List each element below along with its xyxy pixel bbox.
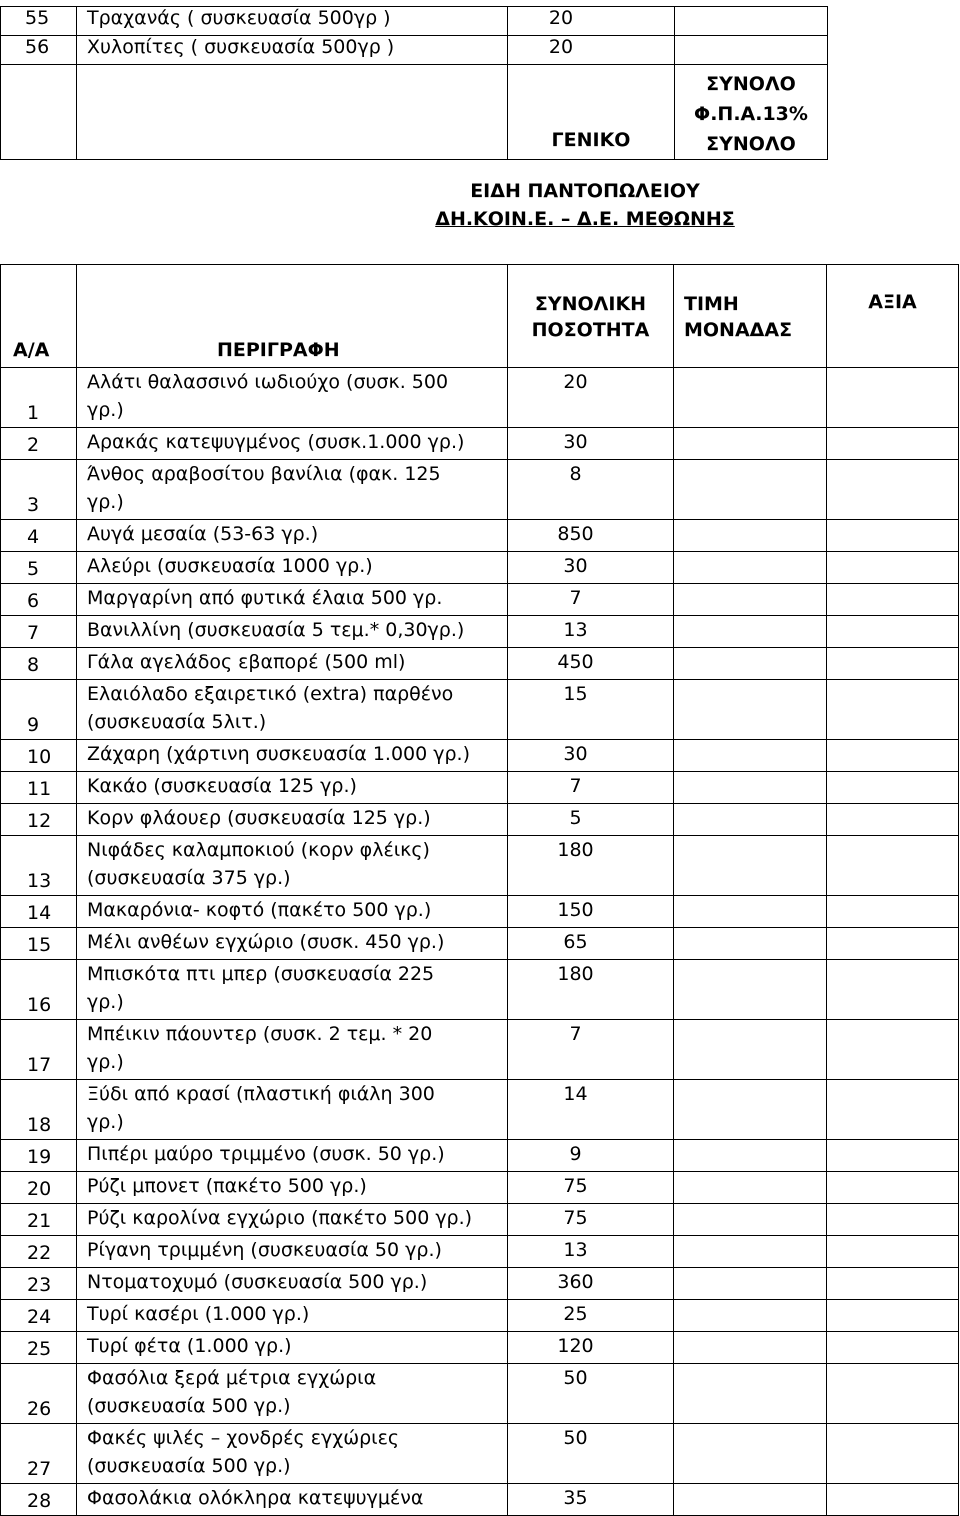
item-description xyxy=(77,1172,508,1204)
table-row xyxy=(1,1268,959,1300)
item-number: 13 xyxy=(1,836,77,896)
table-row xyxy=(1,896,959,928)
item-description: Χυλοπίτες ( συσκευασία 500γρ ) xyxy=(77,36,508,65)
item-description xyxy=(77,1080,508,1140)
item-description xyxy=(77,772,508,804)
item-quantity: 180 xyxy=(508,836,674,896)
item-description-line1: Άνθος αραβοσίτου βανίλια (φακ. 125 xyxy=(87,463,441,485)
table-row xyxy=(1,1332,959,1364)
item-number: 4 xyxy=(1,520,77,552)
item-number: 5 xyxy=(1,552,77,584)
unit-price-cell xyxy=(674,1332,827,1364)
item-description xyxy=(77,1020,508,1080)
table-row xyxy=(1,648,959,680)
table-row xyxy=(1,1484,959,1516)
table-row xyxy=(1,1020,959,1080)
unit-price-cell xyxy=(674,368,827,428)
item-description xyxy=(77,896,508,928)
unit-price-cell xyxy=(674,1484,827,1516)
item-quantity: 7 xyxy=(508,1020,674,1080)
item-description xyxy=(77,1364,508,1424)
value-cell xyxy=(827,960,959,1020)
item-number: 1 xyxy=(1,368,77,428)
value-cell xyxy=(827,772,959,804)
table-row xyxy=(1,368,959,428)
item-description-line2: (συσκευασία 500 γρ.) xyxy=(87,1455,291,1477)
unit-price-cell xyxy=(674,1300,827,1332)
item-description-line1: Αυγά μεσαία (53-63 γρ.) xyxy=(87,523,319,545)
item-description-line1: Φασόλια ξερά μέτρια εγχώρια xyxy=(87,1367,377,1389)
unit-price-cell xyxy=(674,836,827,896)
table-row xyxy=(1,1364,959,1424)
item-description-line1: Τυρί κασέρι (1.000 γρ.) xyxy=(87,1303,310,1325)
item-description-line1: Πιπέρι μαύρο τριμμένο (συσκ. 50 γρ.) xyxy=(87,1143,445,1165)
table-row xyxy=(1,1236,959,1268)
value-cell xyxy=(827,616,959,648)
item-number: 14 xyxy=(1,896,77,928)
value-cell xyxy=(827,1332,959,1364)
value-cell xyxy=(827,1364,959,1424)
item-number: 55 xyxy=(1,7,77,36)
value-cell xyxy=(827,584,959,616)
table-row xyxy=(1,7,828,36)
value-cell xyxy=(827,1020,959,1080)
table-row xyxy=(1,460,959,520)
value-cell xyxy=(827,680,959,740)
header-unit-line1: ΤΙΜΗ xyxy=(684,293,739,315)
table-row xyxy=(1,1204,959,1236)
item-quantity: 65 xyxy=(508,928,674,960)
item-description-line1: Ρύζι μπονετ (πακέτο 500 γρ.) xyxy=(87,1175,367,1197)
item-description xyxy=(77,368,508,428)
item-quantity: 20 xyxy=(508,36,675,65)
unit-price-cell xyxy=(674,928,827,960)
unit-price-cell xyxy=(674,1236,827,1268)
unit-price-cell xyxy=(674,1424,827,1484)
item-description xyxy=(77,552,508,584)
header-quantity xyxy=(508,265,674,368)
empty-cell xyxy=(1,65,77,160)
value-cell xyxy=(827,804,959,836)
item-description-line1: Ξύδι από κρασί (πλαστική φιάλη 300 xyxy=(87,1083,435,1105)
unit-price-cell xyxy=(674,616,827,648)
item-number: 23 xyxy=(1,1268,77,1300)
value-cell xyxy=(827,520,959,552)
table-row xyxy=(1,584,959,616)
previous-items-table xyxy=(0,6,828,160)
general-label: ΓΕΝΙΚΟ xyxy=(508,65,675,160)
item-description-line1: Μέλι ανθέων εγχώριο (συσκ. 450 γρ.) xyxy=(87,931,445,953)
item-description-line1: Μακαρόνια- κοφτό (πακέτο 500 γρ.) xyxy=(87,899,432,921)
item-quantity: 75 xyxy=(508,1172,674,1204)
item-quantity: 75 xyxy=(508,1204,674,1236)
item-description-line1: Αρακάς κατεψυγμένος (συσκ.1.000 γρ.) xyxy=(87,431,465,453)
item-quantity: 180 xyxy=(508,960,674,1020)
item-description xyxy=(77,960,508,1020)
item-quantity: 120 xyxy=(508,1332,674,1364)
table-row xyxy=(1,928,959,960)
item-description-line2: γρ.) xyxy=(87,1111,124,1133)
item-description-line1: Φασολάκια ολόκληρα κατεψυγμένα xyxy=(87,1487,424,1509)
item-number: 11 xyxy=(1,772,77,804)
table-row xyxy=(1,520,959,552)
value-cell xyxy=(827,1140,959,1172)
item-quantity: 8 xyxy=(508,460,674,520)
item-description xyxy=(77,1204,508,1236)
item-description-line1: Αλάτι θαλασσινό ιωδιούχο (συσκ. 500 xyxy=(87,371,449,393)
unit-price-cell xyxy=(674,1268,827,1300)
table-row xyxy=(1,1424,959,1484)
unit-price-cell xyxy=(674,584,827,616)
item-number: 26 xyxy=(1,1364,77,1424)
item-number: 10 xyxy=(1,740,77,772)
value-cell xyxy=(827,1204,959,1236)
item-description-line1: Τυρί φέτα (1.000 γρ.) xyxy=(87,1335,292,1357)
table-row xyxy=(1,960,959,1020)
value-cell xyxy=(827,1300,959,1332)
item-description-line2: γρ.) xyxy=(87,399,124,421)
empty-cell xyxy=(77,65,508,160)
item-description xyxy=(77,836,508,896)
items-table xyxy=(0,264,959,1516)
header-quantity-line2: ΠΟΣΟΤΗΤΑ xyxy=(531,319,650,341)
unit-price-cell xyxy=(674,1020,827,1080)
item-number: 24 xyxy=(1,1300,77,1332)
table-row xyxy=(1,680,959,740)
table-row xyxy=(1,772,959,804)
unit-price-cell xyxy=(674,1364,827,1424)
unit-price-cell xyxy=(674,680,827,740)
section-title: ΕΙΔΗ ΠΑΝΤΟΠΩΛΕΙΟΥ xyxy=(470,180,700,202)
item-description-line1: Μπισκότα πτι μπερ (συσκευασία 225 xyxy=(87,963,435,985)
item-number: 12 xyxy=(1,804,77,836)
item-description-line1: Μαργαρίνη από φυτικά έλαια 500 γρ. xyxy=(87,587,443,609)
item-number: 7 xyxy=(1,616,77,648)
item-description xyxy=(77,680,508,740)
item-description-line1: Κακάο (συσκευασία 125 γρ.) xyxy=(87,775,357,797)
item-number: 25 xyxy=(1,1332,77,1364)
item-number: 27 xyxy=(1,1424,77,1484)
item-quantity: 30 xyxy=(508,552,674,584)
item-quantity: 15 xyxy=(508,680,674,740)
unit-price-cell xyxy=(674,804,827,836)
item-number: 17 xyxy=(1,1020,77,1080)
item-number: 28 xyxy=(1,1484,77,1516)
item-description xyxy=(77,1236,508,1268)
table-row xyxy=(1,428,959,460)
value-cell xyxy=(827,1172,959,1204)
item-description xyxy=(77,520,508,552)
item-description xyxy=(77,1268,508,1300)
unit-price-cell xyxy=(674,460,827,520)
grand-total-label: ΣΥΝΟΛΟ xyxy=(706,133,796,155)
value-cell xyxy=(827,1484,959,1516)
item-description xyxy=(77,740,508,772)
item-description-line1: Ντοματοχυμό (συσκευασία 500 γρ.) xyxy=(87,1271,428,1293)
item-quantity: 450 xyxy=(508,648,674,680)
item-quantity: 9 xyxy=(508,1140,674,1172)
item-number: 2 xyxy=(1,428,77,460)
item-quantity: 7 xyxy=(508,772,674,804)
table-row xyxy=(1,552,959,584)
item-description xyxy=(77,460,508,520)
item-description xyxy=(77,428,508,460)
item-description: Τραχανάς ( συσκευασία 500γρ ) xyxy=(77,7,508,36)
item-quantity: 850 xyxy=(508,520,674,552)
value-cell xyxy=(827,368,959,428)
item-description-line2: γρ.) xyxy=(87,491,124,513)
value-cell xyxy=(827,1424,959,1484)
unit-price-cell xyxy=(674,648,827,680)
unit-price-cell xyxy=(674,740,827,772)
item-quantity: 13 xyxy=(508,616,674,648)
total-label: ΣΥΝΟΛΟ xyxy=(706,73,796,95)
value-cell xyxy=(827,1236,959,1268)
unit-price-cell xyxy=(674,1204,827,1236)
value-cell xyxy=(827,836,959,896)
item-description xyxy=(77,804,508,836)
item-quantity: 20 xyxy=(508,7,675,36)
item-number: 20 xyxy=(1,1172,77,1204)
unit-price-cell xyxy=(674,428,827,460)
item-description xyxy=(77,1300,508,1332)
item-quantity: 50 xyxy=(508,1364,674,1424)
item-description-line1: Ρίγανη τριμμένη (συσκευασία 50 γρ.) xyxy=(87,1239,442,1261)
item-number: 21 xyxy=(1,1204,77,1236)
item-description-line1: Κορν φλάουερ (συσκευασία 125 γρ.) xyxy=(87,807,431,829)
value-cell xyxy=(827,928,959,960)
header-description: ΠΕΡΙΓΡΑΦΗ xyxy=(77,265,508,368)
unit-price-cell xyxy=(674,1080,827,1140)
empty-cell xyxy=(675,36,828,65)
table-row xyxy=(1,1300,959,1332)
item-quantity: 150 xyxy=(508,896,674,928)
item-description xyxy=(77,1332,508,1364)
item-description xyxy=(77,1140,508,1172)
item-description-line1: Μπέικιν πάουντερ (συσκ. 2 τεμ. * 20 xyxy=(87,1023,433,1045)
unit-price-cell xyxy=(674,1172,827,1204)
item-quantity: 30 xyxy=(508,740,674,772)
vat-label: Φ.Π.Α.13% xyxy=(694,103,808,125)
item-description-line1: Γάλα αγελάδος εβαπορέ (500 ml) xyxy=(87,651,406,673)
item-number: 15 xyxy=(1,928,77,960)
item-quantity: 30 xyxy=(508,428,674,460)
item-quantity: 13 xyxy=(508,1236,674,1268)
section-subtitle: ΔΗ.ΚΟΙΝ.Ε. – Δ.Ε. ΜΕΘΩΝΗΣ xyxy=(435,208,735,230)
item-number: 19 xyxy=(1,1140,77,1172)
unit-price-cell xyxy=(674,772,827,804)
item-description-line1: Νιφάδες καλαμποκιού (κορν φλέικς) xyxy=(87,839,430,861)
item-description-line1: Ελαιόλαδο εξαιρετικό (extra) παρθένο xyxy=(87,683,454,705)
totals-labels xyxy=(675,65,828,160)
unit-price-cell xyxy=(674,520,827,552)
item-description-line2: (συσκευασία 375 γρ.) xyxy=(87,867,291,889)
table-row xyxy=(1,1140,959,1172)
item-description xyxy=(77,648,508,680)
totals-row xyxy=(1,65,828,160)
table-row xyxy=(1,804,959,836)
value-cell xyxy=(827,648,959,680)
header-number: Α/Α xyxy=(1,265,77,368)
item-number: 16 xyxy=(1,960,77,1020)
item-description xyxy=(77,616,508,648)
item-description-line2: γρ.) xyxy=(87,1051,124,1073)
table-row xyxy=(1,36,828,65)
item-description-line1: Ρύζι καρολίνα εγχώριο (πακέτο 500 γρ.) xyxy=(87,1207,473,1229)
header-quantity-line1: ΣΥΝΟΛΙΚΗ xyxy=(534,293,647,315)
header-unit-price xyxy=(674,265,827,368)
table-row xyxy=(1,836,959,896)
item-description xyxy=(77,928,508,960)
value-cell xyxy=(827,1268,959,1300)
item-description-line1: Βανιλλίνη (συσκευασία 5 τεμ.* 0,30γρ.) xyxy=(87,619,465,641)
table-row xyxy=(1,740,959,772)
item-number: 3 xyxy=(1,460,77,520)
item-quantity: 5 xyxy=(508,804,674,836)
unit-price-cell xyxy=(674,552,827,584)
value-cell xyxy=(827,896,959,928)
value-cell xyxy=(827,428,959,460)
item-description-line1: Φακές ψιλές – χονδρές εγχώριες xyxy=(87,1427,400,1449)
item-description-line1: Αλεύρι (συσκευασία 1000 γρ.) xyxy=(87,555,373,577)
item-number: 6 xyxy=(1,584,77,616)
item-number: 56 xyxy=(1,36,77,65)
item-quantity: 20 xyxy=(508,368,674,428)
table-row xyxy=(1,1080,959,1140)
item-description xyxy=(77,1484,508,1516)
item-number: 22 xyxy=(1,1236,77,1268)
item-description-line2: γρ.) xyxy=(87,991,124,1013)
unit-price-cell xyxy=(674,896,827,928)
item-quantity: 35 xyxy=(508,1484,674,1516)
unit-price-cell xyxy=(674,1140,827,1172)
table-row xyxy=(1,616,959,648)
table-header-row xyxy=(1,265,959,368)
item-number: 9 xyxy=(1,680,77,740)
item-quantity: 14 xyxy=(508,1080,674,1140)
header-value: ΑΞΙΑ xyxy=(827,265,959,368)
unit-price-cell xyxy=(674,960,827,1020)
table-row xyxy=(1,1172,959,1204)
item-description-line2: (συσκευασία 5λιτ.) xyxy=(87,711,267,733)
empty-cell xyxy=(675,7,828,36)
value-cell xyxy=(827,1080,959,1140)
item-description-line2: (συσκευασία 500 γρ.) xyxy=(87,1395,291,1417)
value-cell xyxy=(827,552,959,584)
header-unit-line2: ΜΟΝΑΔΑΣ xyxy=(684,319,793,341)
value-cell xyxy=(827,740,959,772)
item-quantity: 7 xyxy=(508,584,674,616)
item-quantity: 25 xyxy=(508,1300,674,1332)
item-number: 8 xyxy=(1,648,77,680)
value-cell xyxy=(827,460,959,520)
item-description-line1: Ζάχαρη (χάρτινη συσκευασία 1.000 γρ.) xyxy=(87,743,471,765)
item-quantity: 50 xyxy=(508,1424,674,1484)
item-number: 18 xyxy=(1,1080,77,1140)
item-quantity: 360 xyxy=(508,1268,674,1300)
item-description xyxy=(77,584,508,616)
item-description xyxy=(77,1424,508,1484)
